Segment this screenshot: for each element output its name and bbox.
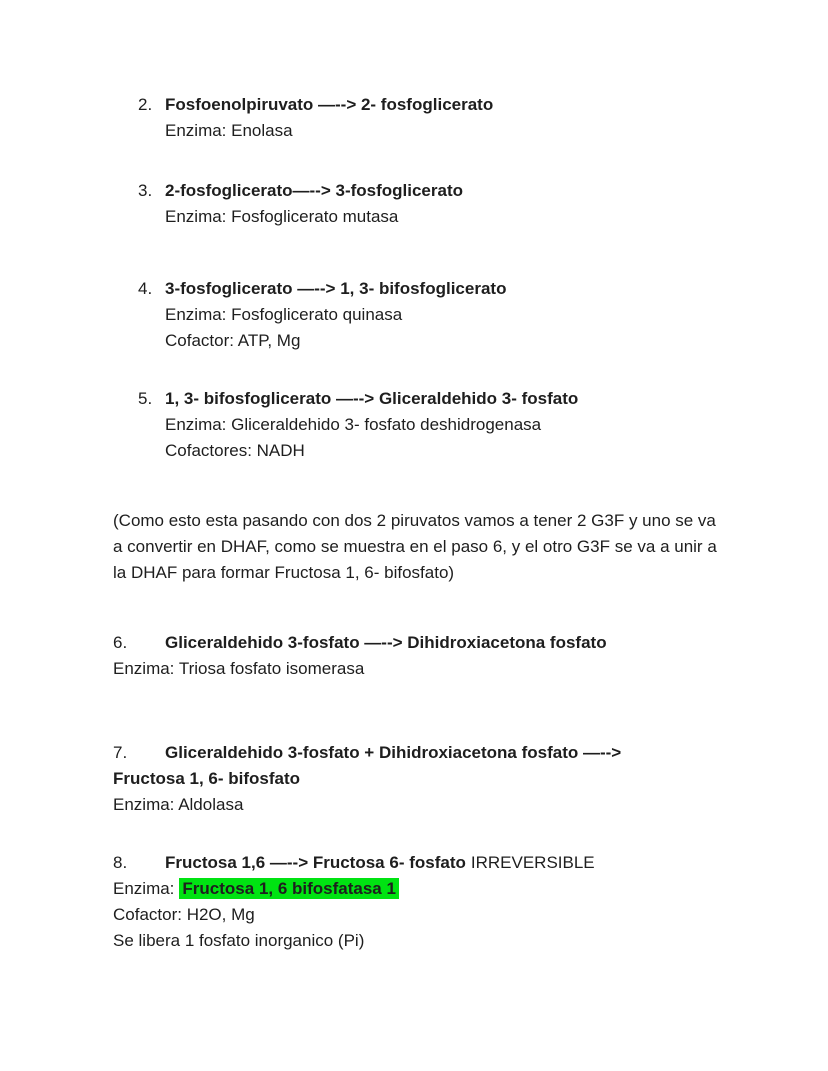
step-detail-line: Enzima: Gliceraldehido 3- fosfato deshidrogenasa xyxy=(165,415,542,434)
step-detail-line: Enzima: Fosfoglicerato quinasa xyxy=(165,305,403,324)
reaction-line xyxy=(113,630,728,656)
reaction-line xyxy=(138,276,728,302)
enzyme-label: Enzima: xyxy=(113,879,175,898)
step-item-7 xyxy=(113,740,728,818)
step-item-5 xyxy=(113,386,728,464)
step-detail-line: Se libera 1 fosfato inorganico (Pi) xyxy=(113,931,365,950)
reaction-line-continued xyxy=(113,766,728,792)
step-reaction-continued: Fructosa 1, 6- bifosfato xyxy=(113,769,301,788)
step-number: 8. xyxy=(113,853,128,872)
step-number: 4. xyxy=(138,279,153,298)
step-reaction: Gliceraldehido 3-fosfato + Dihidroxiacetona fosfato —--> xyxy=(165,743,622,762)
step-item-8 xyxy=(113,850,728,954)
step-item-2 xyxy=(113,92,728,144)
step-reaction: 2-fosfoglicerato—--> 3-fosfoglicerato xyxy=(165,181,464,200)
step-item-4 xyxy=(113,276,728,354)
step-reaction: Fructosa 1,6 —--> Fructosa 6- fosfato xyxy=(165,853,466,872)
reaction-line xyxy=(113,850,728,876)
step-detail-line: Cofactores: NADH xyxy=(165,441,305,460)
reaction-line xyxy=(138,178,728,204)
reaction-line xyxy=(113,740,728,766)
step-detail-line: Enzima: Fosfoglicerato mutasa xyxy=(165,207,399,226)
step-detail-line: Cofactor: H2O, Mg xyxy=(113,905,255,924)
step-number: 6. xyxy=(113,633,128,652)
step-number: 5. xyxy=(138,389,153,408)
reaction-line xyxy=(138,386,728,412)
step-reaction: 3-fosfoglicerato —--> 1, 3- bifosfoglicerato xyxy=(165,279,507,298)
step-reaction: Fosfoenolpiruvato —--> 2- fosfoglicerato xyxy=(165,95,494,114)
step-detail-line: Enzima: Enolasa xyxy=(165,121,293,140)
step-number: 2. xyxy=(138,95,153,114)
irreversible-label: IRREVERSIBLE xyxy=(470,853,595,872)
step-number: 7. xyxy=(113,743,128,762)
enzyme-line xyxy=(113,876,728,902)
step-item-6 xyxy=(113,630,728,682)
document-content xyxy=(113,92,728,954)
step-detail-line: Enzima: Aldolasa xyxy=(113,795,244,814)
step-reaction: Gliceraldehido 3-fosfato —--> Dihidroxiacetona fosfato xyxy=(165,633,607,652)
step-detail-line: Cofactor: ATP, Mg xyxy=(165,331,301,350)
enzyme-highlight: Fructosa 1, 6 bifosfatasa 1 xyxy=(179,878,399,899)
step-detail-line: Enzima: Triosa fosfato isomerasa xyxy=(113,659,365,678)
reaction-line xyxy=(138,92,728,118)
step-item-3 xyxy=(113,178,728,230)
step-number: 3. xyxy=(138,181,153,200)
step-reaction: 1, 3- bifosfoglicerato —--> Gliceraldehido 3- fosfato xyxy=(165,389,579,408)
note-paragraph: (Como esto esta pasando con dos 2 piruvatos vamos a tener 2 G3F y uno se va a convertir en DHAF, como se muestra en el paso 6, y el otro G3F se va a unir a la DHAF para formar Fructosa 1, 6- bifosfato) xyxy=(113,511,717,582)
